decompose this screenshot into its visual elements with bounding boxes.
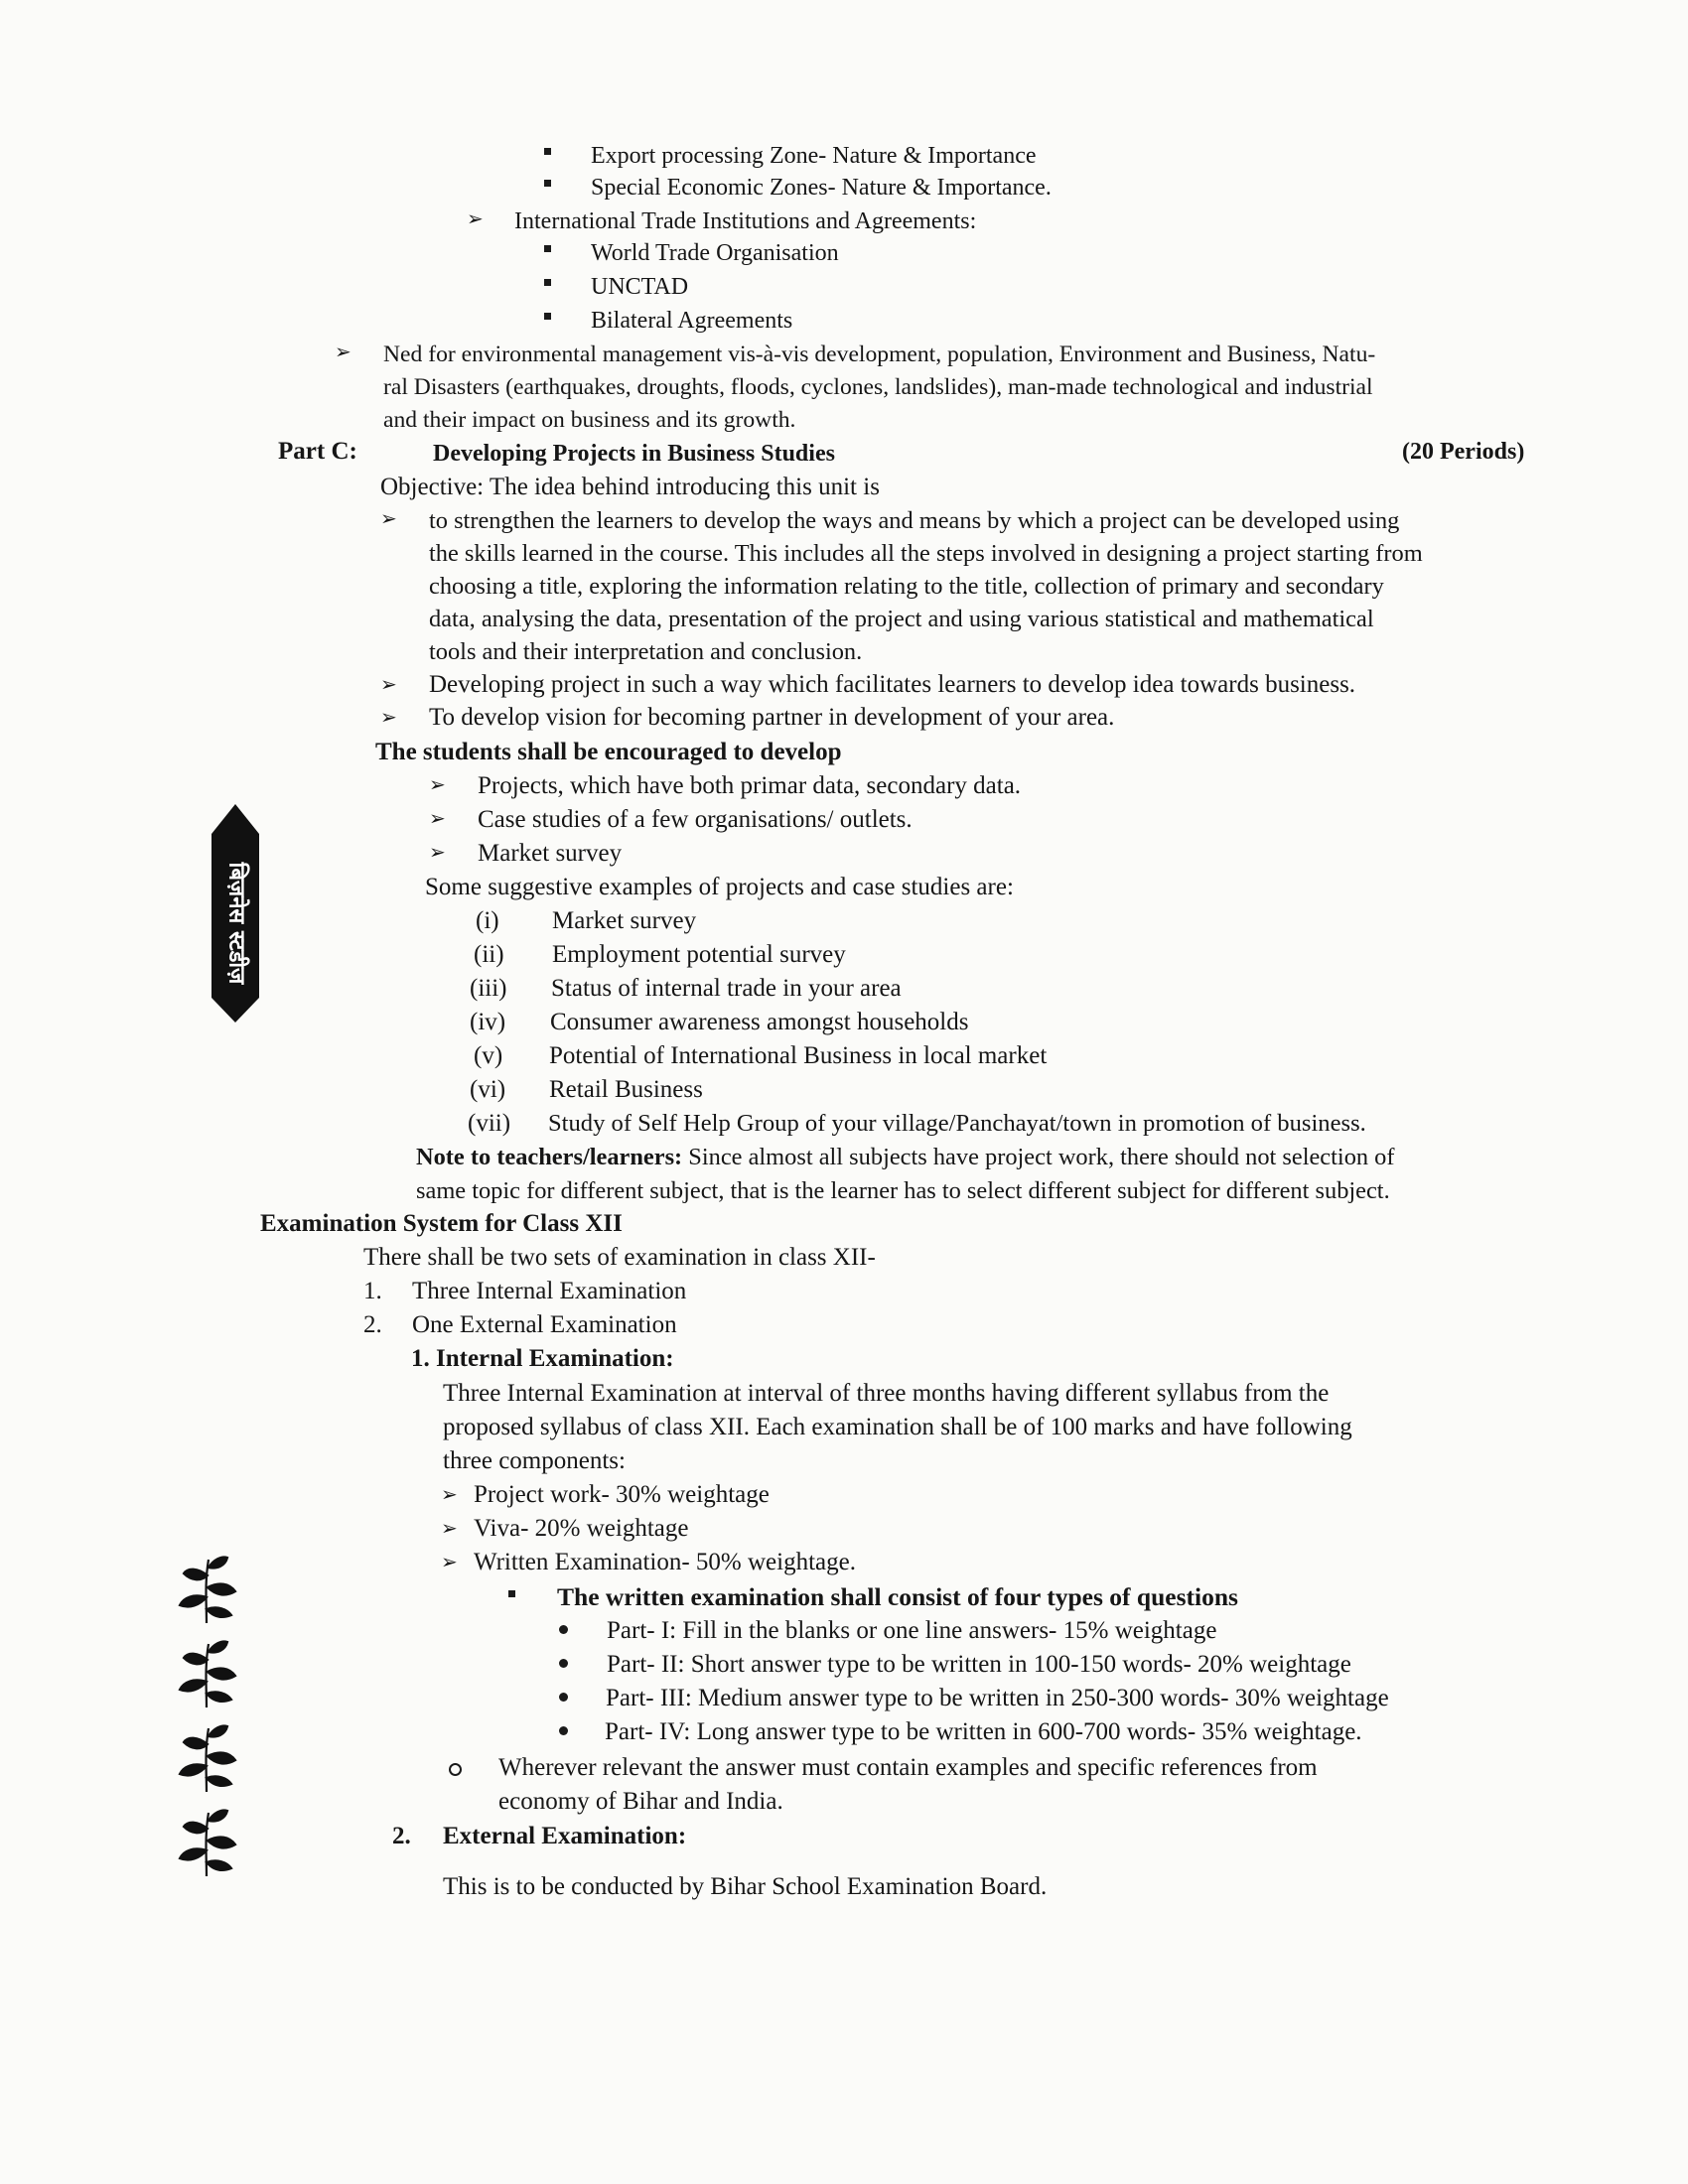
bullet-dot	[559, 1625, 568, 1634]
paragraph-line: data, analysing the data, presentation of the project and using various statistical and mathematical	[429, 606, 1374, 632]
leaf-ornament-icon	[174, 1554, 239, 1625]
arrow-bullet-icon: ➢	[335, 341, 352, 363]
list-item: Project work- 30% weightage	[474, 1481, 770, 1508]
paragraph-line: Developing project in such a way which facilitates learners to develop idea towards business.	[429, 671, 1356, 698]
arrow-bullet-icon: ➢	[380, 674, 397, 696]
example-text: Employment potential survey	[552, 941, 846, 968]
paragraph-line: proposed syllabus of class XII. Each examination shall be of 100 marks and have following	[443, 1414, 1352, 1440]
arrow-bullet-icon: ➢	[380, 508, 397, 530]
paragraph-line: Some suggestive examples of projects and case studies are:	[425, 874, 1014, 900]
example-num: (v)	[474, 1042, 503, 1069]
example-num: (vi)	[470, 1076, 506, 1103]
list-item: Three Internal Examination	[412, 1278, 687, 1304]
example-num: (iv)	[470, 1009, 506, 1035]
list-item: International Trade Institutions and Agreements:	[514, 208, 977, 234]
paragraph-line: There shall be two sets of examination in class XII-	[363, 1244, 876, 1271]
paragraph-line: three components:	[443, 1447, 626, 1474]
bullet-dot	[559, 1726, 568, 1735]
arrow-bullet-icon: ➢	[429, 808, 446, 830]
arrow-bullet-icon: ➢	[441, 1552, 458, 1573]
periods-label: (20 Periods)	[1402, 439, 1525, 465]
example-num: (ii)	[474, 941, 504, 968]
bullet-dot	[559, 1659, 568, 1668]
arrow-bullet-icon: ➢	[380, 707, 397, 729]
bullet-ring	[449, 1763, 462, 1776]
bullet-square	[544, 148, 551, 155]
paragraph-line: to strengthen the learners to develop the ways and means by which a project can be developed using	[429, 507, 1400, 534]
bullet-square	[544, 279, 551, 286]
list-item: Part- III: Medium answer type to be written in 250-300 words- 30% weightage	[606, 1685, 1389, 1711]
list-num: 2.	[392, 1823, 411, 1849]
paragraph-line: and their impact on business and its growth.	[383, 407, 796, 433]
paragraph-line: This is to be conducted by Bihar School Examination Board.	[443, 1873, 1048, 1900]
arrow-bullet-icon: ➢	[441, 1484, 458, 1506]
arrow-bullet-icon: ➢	[467, 208, 484, 230]
paragraph-line: Three Internal Examination at interval of three months having different syllabus from the	[443, 1380, 1330, 1407]
section-heading: External Examination:	[443, 1823, 687, 1849]
arrow-bullet-icon: ➢	[429, 842, 446, 864]
list-item: Viva- 20% weightage	[474, 1515, 689, 1542]
paragraph-line: To develop vision for becoming partner in development of your area.	[429, 704, 1115, 731]
part-label: Part C:	[278, 438, 357, 465]
section-heading: The students shall be encouraged to develop	[375, 739, 842, 765]
example-text: Market survey	[552, 907, 697, 934]
bullet-square	[544, 180, 551, 187]
list-item: Part- I: Fill in the blanks or one line answers- 15% weightage	[607, 1617, 1217, 1644]
objective-text: Objective: The idea behind introducing this unit is	[380, 474, 880, 500]
section-heading: Examination System for Class XII	[260, 1210, 623, 1237]
bullet-square	[544, 313, 551, 320]
side-tab-label: बिज़नेस स्टडीज़	[223, 862, 249, 985]
bullet-dot	[559, 1693, 568, 1702]
paragraph-line: the skills learned in the course. This includes all the steps involved in designing a project starting from	[429, 540, 1423, 567]
arrow-bullet-icon: ➢	[441, 1518, 458, 1540]
list-item: World Trade Organisation	[591, 240, 839, 266]
list-item: Market survey	[478, 840, 623, 867]
list-item: Projects, which have both primar data, secondary data.	[478, 772, 1022, 799]
list-item: Part- II: Short answer type to be written in 100-150 words- 20% weightage	[607, 1651, 1351, 1678]
note-label: Note to teachers/learners:	[416, 1144, 683, 1170]
note-line: same topic for different subject, that is the learner has to select different subject for different subject.	[416, 1177, 1390, 1204]
list-item: Bilateral Agreements	[591, 308, 793, 334]
paragraph-line: choosing a title, exploring the information relating to the title, collection of primary and secondary	[429, 573, 1384, 600]
list-item: UNCTAD	[591, 274, 689, 300]
bullet-square	[508, 1590, 515, 1597]
paragraph-line: ral Disasters (earthquakes, droughts, floods, cyclones, landslides), man-made technological and industrial	[383, 374, 1373, 400]
example-text: Status of internal trade in your area	[551, 975, 902, 1002]
note	[416, 1141, 1395, 1174]
leaf-ornament-icon	[174, 1722, 239, 1794]
example-text: Retail Business	[549, 1076, 703, 1103]
paragraph-line: Wherever relevant the answer must contain examples and specific references from	[498, 1754, 1318, 1781]
list-item: Case studies of a few organisations/ outlets.	[478, 806, 913, 833]
part-title: Developing Projects in Business Studies	[433, 441, 835, 467]
example-num: (iii)	[470, 975, 507, 1002]
sub-heading: The written examination shall consist of four types of questions	[557, 1582, 1238, 1611]
section-heading: 1. Internal Examination:	[411, 1345, 674, 1372]
example-text: Consumer awareness amongst households	[550, 1009, 969, 1035]
example-num: (i)	[476, 907, 499, 934]
list-item: One External Examination	[412, 1311, 677, 1338]
example-num: (vii)	[468, 1110, 511, 1137]
leaf-ornament-icon	[174, 1807, 239, 1878]
list-item: Part- IV: Long answer type to be written in 600-700 words- 35% weightage.	[605, 1718, 1362, 1745]
paragraph-line: Ned for environmental management vis-à-vis development, population, Environment and Business, Natu-	[383, 341, 1376, 367]
paragraph-line: economy of Bihar and India.	[498, 1788, 783, 1815]
list-item: Special Economic Zones- Nature & Importance.	[591, 175, 1052, 201]
leaf-ornament-icon	[174, 1638, 239, 1709]
list-item: Export processing Zone- Nature & Importance	[591, 143, 1037, 169]
side-tab	[211, 804, 259, 1023]
example-text: Potential of International Business in local market	[549, 1042, 1048, 1069]
paragraph-line: tools and their interpretation and conclusion.	[429, 638, 863, 665]
bullet-square	[544, 245, 551, 252]
list-num: 2.	[363, 1311, 382, 1338]
note-text: Since almost all subjects have project work, there should not selection of	[682, 1144, 1395, 1170]
list-num: 1.	[363, 1278, 382, 1304]
list-item: Written Examination- 50% weightage.	[474, 1549, 856, 1575]
example-text: Study of Self Help Group of your village/Panchayat/town in promotion of business.	[548, 1110, 1366, 1137]
arrow-bullet-icon: ➢	[429, 774, 446, 796]
